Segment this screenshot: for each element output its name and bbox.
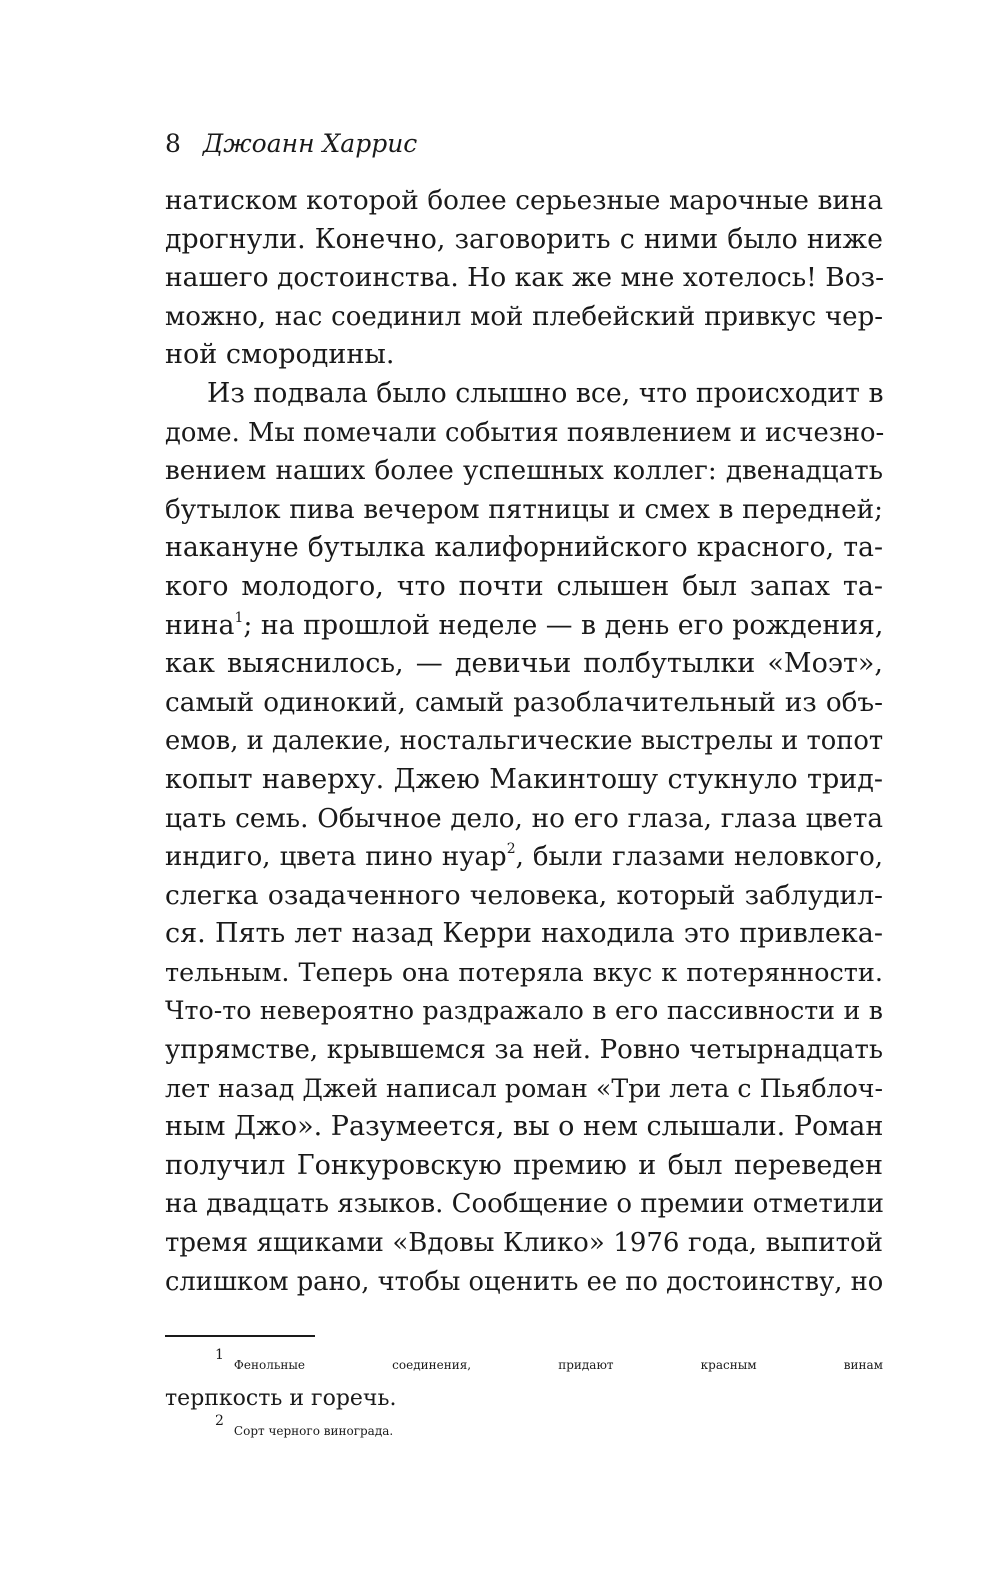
text-line: цать семь. Обычное дело, но его глаза, глаза цвета — [165, 803, 883, 834]
text-line: получил Гонкуровскую премию и был переведен — [165, 1149, 883, 1181]
text-line: упрямстве, крывшемся за ней. Ровно четырнадцать — [165, 1035, 883, 1066]
text-line: самый одинокий, самый разоблачительный из объ- — [165, 687, 883, 718]
footnote-ref-1[interactable]: 1 — [234, 609, 244, 626]
text-line: можно, нас соединил мой плебейский привкус чер- — [165, 301, 883, 332]
footnote-1-continued: терпкость и горечь. — [165, 1386, 397, 1412]
footnote-2: 2Сорт черного винограда. — [215, 1413, 394, 1439]
footnote-ref-2[interactable]: 2 — [506, 841, 516, 858]
text-line: тремя ящиками «Вдовы Клико» 1976 года, выпитой — [165, 1228, 883, 1259]
text-line: слегка озадаченного человека, который заблудил- — [165, 879, 883, 911]
text-line: накануне бутылка калифорнийского красного, та- — [165, 532, 883, 564]
text-line: ной смородины. — [165, 339, 395, 371]
text-line: вением наших более успешных коллег: двенадцать — [165, 456, 883, 487]
paragraph-first-line: Из подвала было слышно все, что происходит в — [207, 377, 884, 409]
text-line: нашего достоинства. Но как же мне хотелось! Воз- — [165, 262, 885, 294]
text-line: кого молодого, что почти слышен был запах та- — [165, 570, 883, 602]
footnote-1-mark: 1 — [215, 1347, 224, 1364]
text-line: как выяснилось, — девичьи полбутылки «Моэт», — [165, 648, 883, 680]
book-page — [165, 118, 883, 1448]
text-line-with-footnote: индиго, цвета пино нуар$^2$, были глазами неловкого, — [165, 841, 884, 873]
text-line: емов, и далекие, ностальгические выстрелы и топот — [165, 726, 884, 757]
text-line: слишком рано, чтобы оценить ее по достоинству, но — [165, 1266, 884, 1297]
text-line: дрогнули. Конечно, заговорить с ними было ниже — [165, 223, 883, 255]
footnote-2-mark: 2 — [215, 1413, 224, 1430]
running-head-author: Джоанн Харрис — [202, 129, 418, 158]
footnote-divider — [165, 1335, 315, 1337]
text-line: ным Джо». Разумеется, вы о нем слышали. Роман — [165, 1111, 884, 1143]
text-line: на двадцать языков. Сообщение о премии отметили — [165, 1189, 884, 1220]
page-number: 8 — [165, 129, 181, 158]
text-line: доме. Мы помечали события появлением и исчезно- — [165, 417, 885, 448]
text-line: бутылок пива вечером пятницы и смех в передней; — [165, 494, 883, 525]
text-line: ся. Пять лет назад Керри находила это привлека- — [165, 918, 883, 950]
text-line-with-footnote: нина$^1$; на прошлой неделе — в день его рождения, — [165, 609, 884, 641]
text-line: Что-то невероятно раздражало в его пассивности и в — [165, 996, 883, 1026]
text-line: тельным. Теперь она потеряла вкус к потерянности. — [165, 957, 883, 988]
text-line: натиском которой более серьезные марочные вина — [165, 186, 883, 216]
running-head — [165, 118, 883, 170]
body-text — [165, 182, 883, 1301]
text-line: лет назад Джей написал роман «Три лета с Пьяблоч- — [165, 1073, 883, 1103]
footnotes — [165, 1349, 883, 1448]
text-line: копыт наверху. Джею Макинтошу стукнуло трид- — [165, 763, 883, 795]
footnote-1: 1Фенольные соединения, придают красным винам — [215, 1347, 883, 1373]
